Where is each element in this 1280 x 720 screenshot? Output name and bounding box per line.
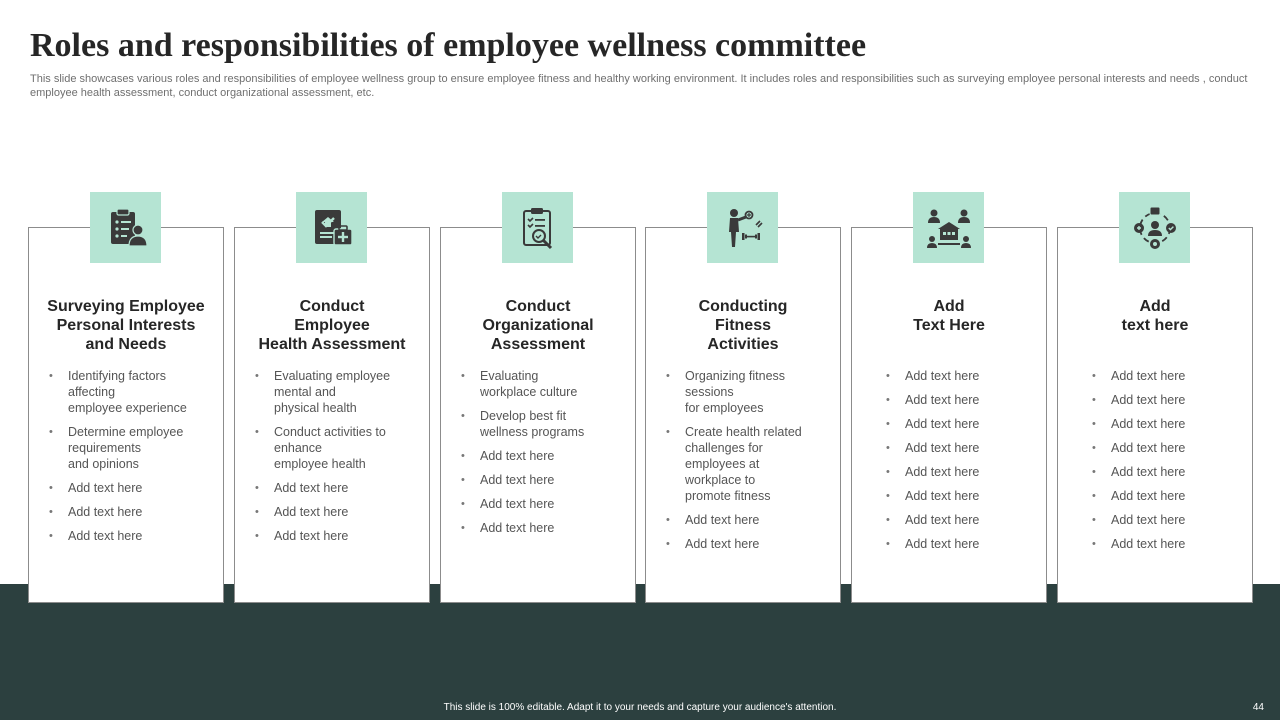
team-building-icon xyxy=(913,192,984,263)
bullet-item: • Organizing fitness sessions for employees xyxy=(666,368,830,416)
bullet-item: • Determine employee requirements and opinions xyxy=(49,424,213,472)
role-card-health-assessment xyxy=(234,227,430,603)
footer-band xyxy=(0,584,1280,720)
bullet-item: • Add text here xyxy=(886,536,1036,552)
slide-subtitle: This slide showcases various roles and responsibilities of employee wellness group to ensure employee fitness and healthy working environment. It includes roles and responsibilities such as surveying employee personal interests and needs , conduct employee health assessment, conduct organizational assessment, etc. xyxy=(30,73,1248,99)
role-card-fitness-activities xyxy=(645,227,841,603)
bullet-item: • Add text here xyxy=(1092,368,1242,384)
card-title: Conducting Fitness Activities xyxy=(698,298,788,353)
card-title: Add text here xyxy=(1121,298,1189,334)
bullet-item: • Conduct activities to enhance employee health xyxy=(255,424,419,472)
team-network-icon xyxy=(1119,192,1190,263)
card-title: Conduct Employee Health Assessment xyxy=(258,298,406,353)
bullet-item: • Add text here xyxy=(49,480,213,496)
bullet-item: • Add text here xyxy=(886,368,1036,384)
bullet-item: • Add text here xyxy=(49,528,213,544)
role-card-surveying xyxy=(28,227,224,603)
footer-note: This slide is 100% editable. Adapt it to your needs and capture your audience's attention. xyxy=(443,702,837,713)
bullet-item: • Create health related challenges for employees at workplace to promote fitness xyxy=(666,424,830,504)
bullet-item: • Add text here xyxy=(666,512,830,528)
bullet-item: • Add text here xyxy=(1092,464,1242,480)
bullet-list xyxy=(255,368,419,552)
card-title: Surveying Employee Personal Interests and Needs xyxy=(47,298,205,353)
clipboard-search-icon xyxy=(502,192,573,263)
bullet-item: • Add text here xyxy=(886,416,1036,432)
bullet-item: • Add text here xyxy=(255,504,419,520)
bullet-item: • Add text here xyxy=(461,520,625,536)
bullet-list xyxy=(461,368,625,544)
card-title: Conduct Organizational Assessment xyxy=(482,298,594,353)
slide-title: Roles and responsibilities of employee wellness committee xyxy=(30,27,867,64)
bullet-item: • Add text here xyxy=(461,472,625,488)
bullet-item: • Add text here xyxy=(461,496,625,512)
bullet-item: • Add text here xyxy=(1092,440,1242,456)
bullet-item: • Add text here xyxy=(461,448,625,464)
bullet-list xyxy=(666,368,830,560)
role-card-organizational-assessment xyxy=(440,227,636,603)
bullet-item: • Add text here xyxy=(1092,536,1242,552)
bullet-item: • Add text here xyxy=(1092,488,1242,504)
bullet-item: • Add text here xyxy=(1092,416,1242,432)
bullet-item: • Add text here xyxy=(255,528,419,544)
bullet-item: • Evaluating employee mental and physical health xyxy=(255,368,419,416)
bullet-item: • Add text here xyxy=(886,464,1036,480)
page-number: 44 xyxy=(1252,702,1264,713)
bullet-item: • Add text here xyxy=(886,440,1036,456)
card-title: Add Text Here xyxy=(913,298,985,334)
bullet-list xyxy=(49,368,213,552)
bullet-list xyxy=(886,368,1036,560)
bullet-item: • Add text here xyxy=(886,512,1036,528)
fitness-person-icon xyxy=(707,192,778,263)
bullet-item: • Add text here xyxy=(886,392,1036,408)
bullet-item: • Add text here xyxy=(1092,512,1242,528)
bullet-item: • Add text here xyxy=(886,488,1036,504)
bullet-item: • Evaluating workplace culture xyxy=(461,368,625,400)
bullet-item: • Identifying factors affecting employee experience xyxy=(49,368,213,416)
role-card-placeholder-2 xyxy=(1057,227,1253,603)
bullet-item: • Add text here xyxy=(1092,392,1242,408)
medical-checkup-icon xyxy=(296,192,367,263)
bullet-item: • Develop best fit wellness programs xyxy=(461,408,625,440)
bullet-item: • Add text here xyxy=(255,480,419,496)
bullet-item: • Add text here xyxy=(666,536,830,552)
clipboard-person-icon xyxy=(90,192,161,263)
role-card-placeholder-1 xyxy=(851,227,1047,603)
bullet-item: • Add text here xyxy=(49,504,213,520)
bullet-list xyxy=(1092,368,1242,560)
